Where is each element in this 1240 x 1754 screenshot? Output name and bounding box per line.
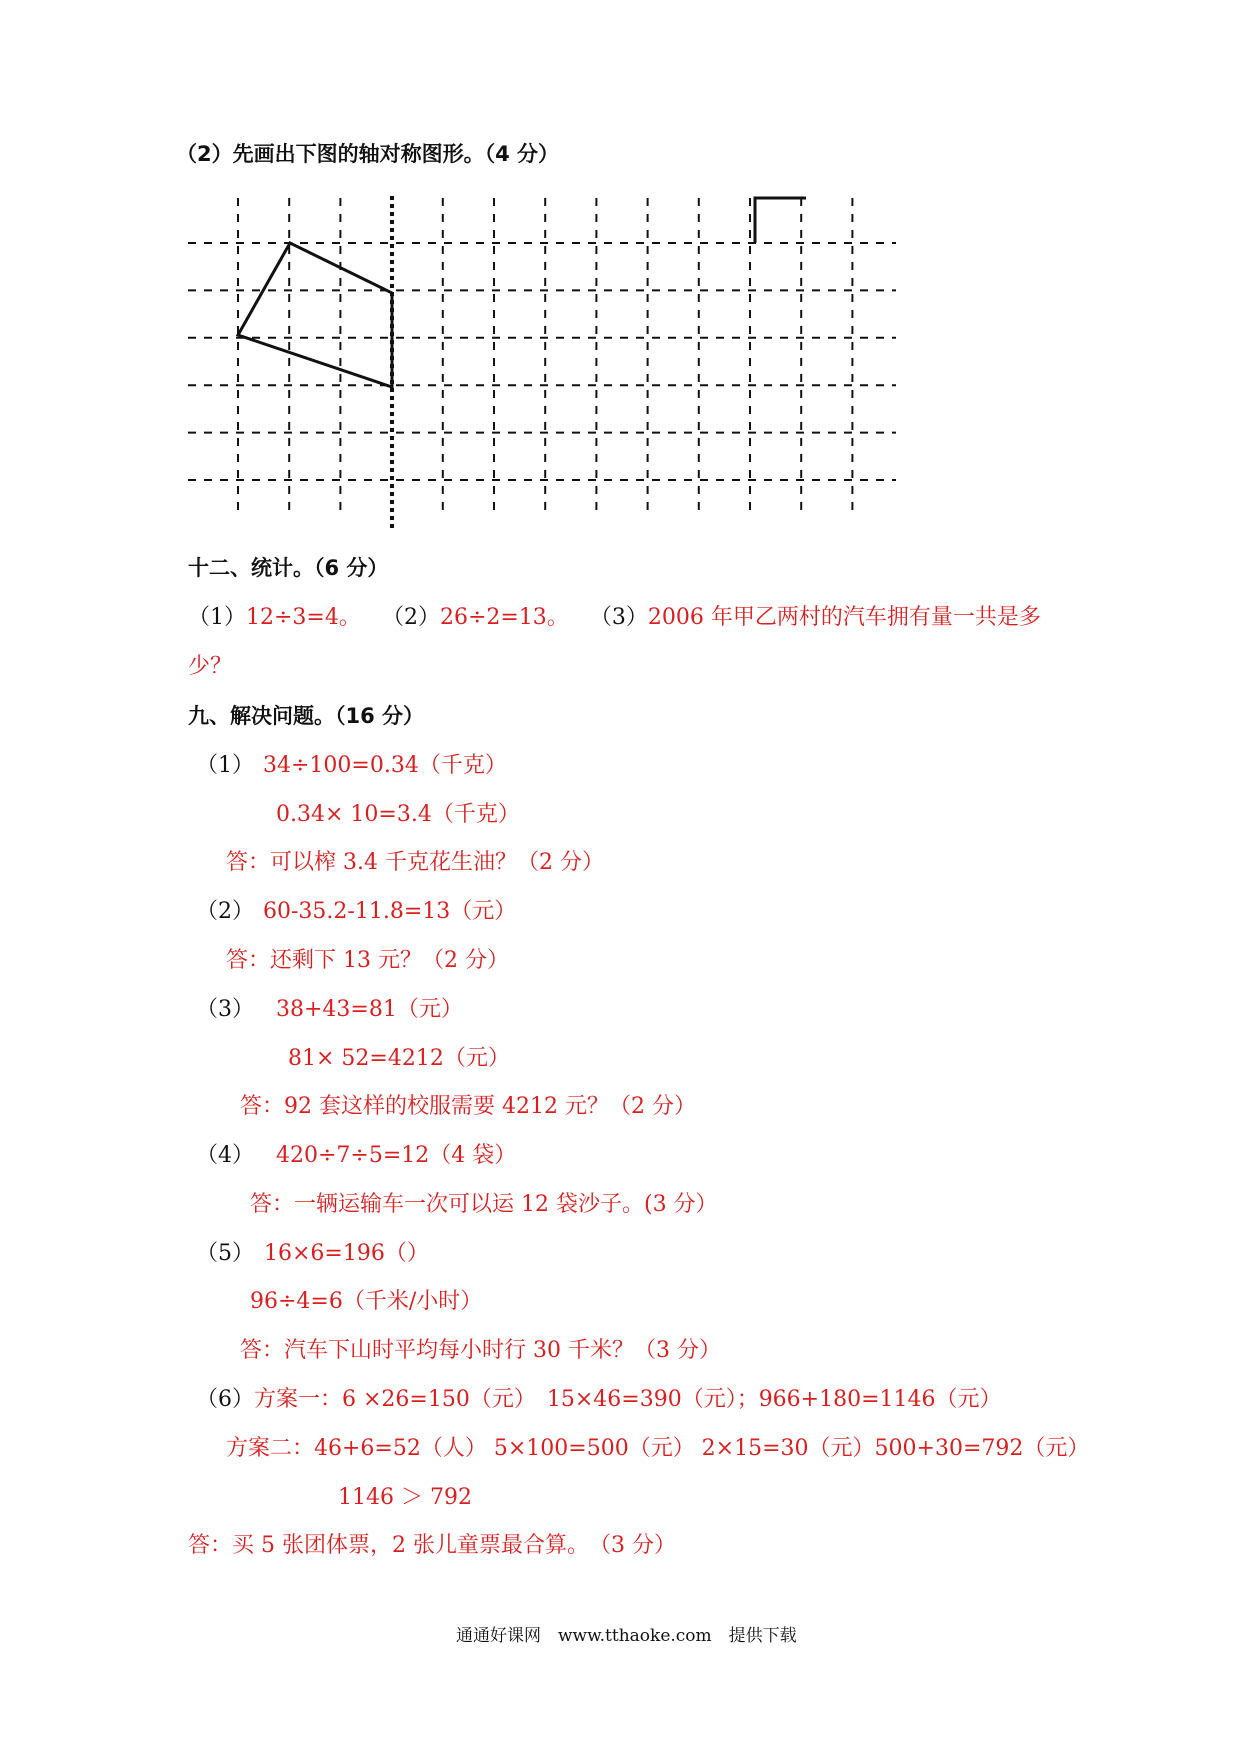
s9-q1-line1: 34÷100=0.34（千克）	[263, 753, 507, 778]
s9-q2-answer: 答：还剩下 13 元？（2 分）	[226, 948, 509, 973]
s9-q5-line1: 16×6=196（）	[264, 1241, 429, 1266]
s9-q4-line1: 420÷7÷5=12（4 袋）	[276, 1143, 517, 1168]
s9-q2-line1: 60-35.2-11.8=13（元）	[263, 899, 517, 924]
top-right-partial-shape	[755, 198, 806, 243]
s9-q3-line1: 38+43=81（元）	[276, 997, 463, 1022]
s9-q1-answer: 答：可以榨 3.4 千克花生油？（2 分）	[226, 850, 604, 875]
s12-p2-label: （2）	[381, 605, 440, 630]
s12-p3-answer-a: 2006 年甲乙两村的汽车拥有量一共是多	[647, 605, 1041, 630]
s9-q5-label: （5）	[196, 1241, 254, 1266]
question-2-title: （2）先画出下图的轴对称图形。（4 分）	[176, 142, 560, 166]
s9-q6-label: （6）	[196, 1387, 254, 1412]
grid-horizontal-lines	[188, 243, 896, 480]
page-footer: 通通好课网 www.tthaoke.com 提供下载	[456, 1626, 797, 1646]
s9-q1-line2: 0.34× 10=3.4（千克）	[276, 802, 520, 827]
s9-q5-line2: 96÷4=6（千米/小时）	[250, 1289, 483, 1314]
s9-q1-label: （1）	[196, 753, 254, 778]
s9-q6-line3: 1146 ＞ 792	[338, 1485, 472, 1510]
s9-q6-line1: 方案一：6 ×26=150（元） 15×46=390（元）；966+180=1146（元）	[254, 1387, 1002, 1412]
s9-q5-answer: 答：汽车下山时平均每小时行 30 千米？（3 分）	[240, 1338, 721, 1363]
section-12-title: 十二、统计。（6 分）	[188, 556, 389, 580]
s9-q6-line2: 方案二：46+6=52（人） 5×100=500（元） 2×15=30（元）500+30=792（元）	[226, 1436, 1090, 1461]
s9-q2-label: （2）	[196, 899, 254, 924]
s12-p1-answer: 12÷3=4。	[246, 605, 361, 630]
s9-q6-answer: 答：买 5 张团体票，2 张儿童票最合算。 （3 分）	[188, 1533, 676, 1558]
s9-q3-label: （3）	[196, 997, 254, 1022]
symmetry-grid-figure	[0, 0, 1240, 560]
s12-p1-label: （1）	[188, 605, 246, 630]
s9-q4-answer: 答：一辆运输车一次可以运 12 袋沙子。(3 分）	[250, 1192, 718, 1217]
quadrilateral-shape	[238, 243, 392, 387]
s12-p3-answer-b: 少？	[188, 654, 233, 679]
s9-q3-line2: 81× 52=4212（元）	[288, 1046, 510, 1071]
section-12-answer-line	[188, 600, 1041, 631]
s9-q4-label: （4）	[196, 1143, 254, 1168]
grid-vertical-lines	[238, 198, 852, 518]
section-9-title: 九、解决问题。（16 分）	[188, 704, 425, 728]
s12-p2-answer: 26÷2=13。	[439, 605, 569, 630]
s9-q3-answer: 答：92 套这样的校服需要 4212 元？（2 分）	[240, 1094, 696, 1119]
s12-p3-label: （3）	[589, 605, 648, 630]
s9-q6-line1-row	[196, 1382, 1002, 1413]
